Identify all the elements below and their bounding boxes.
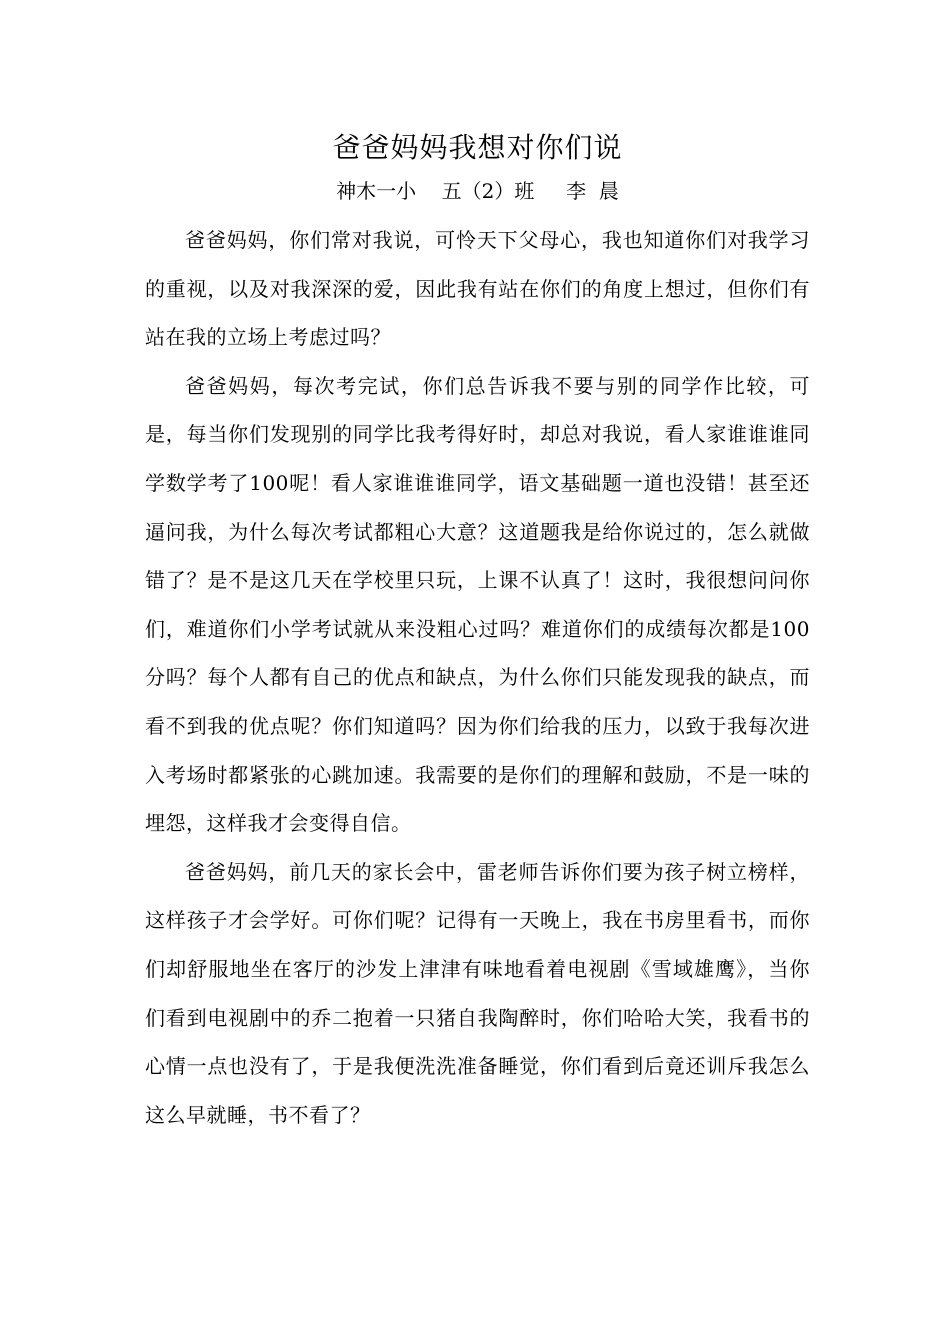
document-page — [145, 128, 810, 1139]
author-byline: 神木一小 五（2）班 李 晨 — [336, 179, 619, 203]
paragraph-3: 爸爸妈妈，前几天的家长会中，雷老师告诉你们要为孩子树立榜样，这样孩子才会学好。可你们呢？记得有一天晚上，我在书房里看书，而你们却舒服地坐在客厅的沙发上津津有味地看着电视剧《雪域雄鹰》，当你们看到电视剧中的乔二抱着一只猪自我陶醉时，你们哈哈大笑，我看书的心情一点也没有了，于是我便洗洗准备睡觉，你们看到后竟还训斥我怎么这么早就睡，书不看了？ — [145, 859, 810, 1127]
document-title: 爸爸妈妈我想对你们说 — [332, 131, 623, 164]
paragraph-1: 爸爸妈妈，你们常对我说，可怜天下父母心，我也知道你们对我学习的重视，以及对我深深的爱，因此我有站在你们的角度上想过，但你们有站在我的立场上考虑过吗？ — [145, 228, 810, 350]
paragraph-2: 爸爸妈妈，每次考完试，你们总告诉我不要与别的同学作比较，可是，每当你们发现别的同学比我考得好时，却总对我说，看人家谁谁谁同学数学考了100呢！看人家谁谁谁同学，语文基础题一道也没错！甚至还逼问我，为什么每次考试都粗心大意？这道题我是给你说过的，怎么就做错了？是不是这几天在学校里只玩，上课不认真了！这时，我很想问问你们，难道你们小学考试就从来没粗心过吗？难道你们的成绩每次都是100分吗？每个人都有自己的优点和缺点，为什么你们只能发现我的缺点，而看不到我的优点呢？你们知道吗？因为你们给我的压力，以致于我每次进入考场时都紧张的心跳加速。我需要的是你们的理解和鼓励，不是一味的埋怨，这样我才会变得自信。 — [145, 373, 810, 836]
